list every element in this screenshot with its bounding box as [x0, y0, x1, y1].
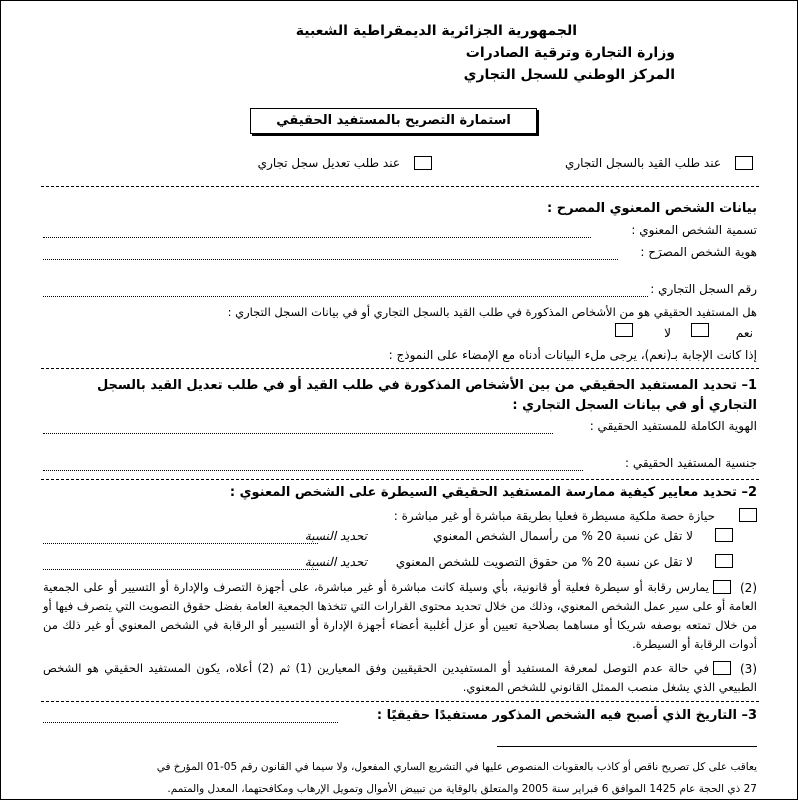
entity-name-label: تسمية الشخص المعنوي :: [631, 223, 757, 237]
section1-heading: 1– تحديد المستفيد الحقيقي من بين الأشخاص المذكورة في طلب القيد أو في طلب تعديل القيد بالسجل: [96, 378, 757, 393]
capital-percent-label: تحديد النسبة: [304, 529, 367, 543]
footnote-line-1: يعاقب على كل تصريح ناقص أو كاذب بالعقوبات المنصوص عليها في التشريع الساري المفعول، ولا سيما في القانون رقم 05-01 المؤرخ في: [156, 761, 757, 773]
voting-rights-checkbox[interactable]: [715, 554, 733, 568]
footnote-line-2: 27 ذي الحجة عام 1425 الموافق 6 فبراير سنة 2005 والمتعلق بالوقاية من تبييض الأموال وتمويل الإرهاب ومكافحتهما، المعدل والمتمم.: [167, 783, 757, 795]
register-number-label: رقم السجل التجاري :: [650, 282, 757, 296]
ministry-name: وزارة التجارة وترقية الصادرات: [465, 45, 675, 61]
voting-rights-text: لا تقل عن نسبة 20 % من حقوق التصويت للشخص المعنوي: [395, 555, 693, 569]
capital-share-checkbox[interactable]: [715, 528, 733, 542]
declarant-identity-label: هوية الشخص المصرَح :: [640, 245, 757, 259]
criterion3-number: (3): [739, 662, 757, 676]
criterion1-text: حيازة حصة ملكية مسيطرة فعليا بطريقة مباشرة أو غير مباشرة :: [393, 509, 715, 523]
separator-line: [41, 186, 759, 187]
yes-label: نعم: [735, 326, 753, 340]
footnote-rule: [497, 746, 757, 747]
beneficiary-nationality-label: جنسية المستفيد الحقيقي :: [624, 456, 757, 470]
voting-percent-field[interactable]: [43, 569, 318, 570]
capital-percent-field[interactable]: [43, 543, 318, 544]
registration-option-label: عند طلب القيد بالسجل التجاري: [564, 156, 721, 170]
voting-percent-label: تحديد النسبة: [304, 555, 367, 569]
yes-checkbox[interactable]: [691, 323, 709, 337]
beneficiary-identity-label: الهوية الكاملة للمستفيد الحقيقي :: [589, 419, 757, 433]
register-number-field[interactable]: [43, 296, 648, 297]
capital-share-text: لا تقل عن نسبة 20 % من رأسمال الشخص المعنوي: [433, 529, 693, 543]
declarant-identity-field[interactable]: [43, 259, 618, 260]
separator-line: [41, 479, 759, 480]
separator-line: [41, 701, 759, 702]
beneficiary-question: هل المستفيد الحقيقي هو من الأشخاص المذكورة في طلب القيد بالسجل التجاري أو في بيانات السجل التجاري :: [227, 305, 757, 319]
fill-instruction: إذا كانت الإجابة بـ(نعم)، يرجى ملء البيانات أدناه مع الإمضاء على النموذج :: [388, 348, 757, 362]
section2-heading: 2– تحديد معايير كيفية ممارسة المستفيد الحقيقي السيطرة على الشخص المعنوي :: [229, 485, 757, 500]
criterion1-checkbox[interactable]: [739, 508, 757, 522]
criterion2-number: (2): [739, 581, 757, 595]
section3-heading: 3– التاريخ الذي أصبح فيه الشخص المذكور مستفيدًا حقيقيًا :: [376, 708, 757, 723]
beneficiary-date-field[interactable]: [43, 722, 338, 723]
separator-line: [41, 368, 759, 369]
beneficiary-nationality-field[interactable]: [43, 470, 583, 471]
center-name: المركز الوطني للسجل التجاري: [463, 67, 675, 83]
declarant-heading: بيانات الشخص المعنوي المصرح :: [547, 201, 757, 216]
criterion3-text: في حالة عدم التوصل لمعرفة المستفيد أو المستفيدين الحقيقيين وفق المعيارين (1) ثم (2) أعلاه، يكون المستفيد الحقيقي هو الشخص الطبيعي الذي يشغل منصب الممثل القانوني للشخص المعنوي.: [43, 661, 757, 694]
criterion2-text: يمارس رقابة أو سيطرة فعلية أو قانونية، بأي وسيلة كانت مباشرة أو غير مباشرة، على أجهزة التصرف والإدارة أو التسيير أو على الجمعية العامة أو على سير عمل الشخص المعنوي، وذلك من خلال تحديد محتوى القرارات التي تتخذها الجمعية العامة بفضل حقوق التصويت التي يتصرف فيها أو من خلال تمتعه بوصفه شريكا أو مساهما بصلاحية تعيين أو عزل أغلبية أعضاء أجهزة الإدارة أو التسيير أو الرقابة في الشخص المعنوي أو غير ذلك من أدوات الرقابة أو السيطرة.: [43, 580, 757, 651]
no-label: لا: [664, 326, 671, 340]
form-title: استمارة التصريح بالمستفيد الحقيقي: [250, 108, 537, 134]
section1-heading-continued: التجاري أو في بيانات السجل التجاري :: [512, 398, 757, 413]
entity-name-field[interactable]: [43, 237, 591, 238]
registration-checkbox[interactable]: [735, 156, 753, 170]
modification-option-label: عند طلب تعديل سجل تجاري: [257, 156, 400, 170]
republic-name: الجمهورية الجزائرية الديمقراطية الشعبية: [295, 23, 577, 39]
no-checkbox[interactable]: [615, 323, 633, 337]
modification-checkbox[interactable]: [414, 156, 432, 170]
beneficiary-identity-field[interactable]: [43, 433, 553, 434]
